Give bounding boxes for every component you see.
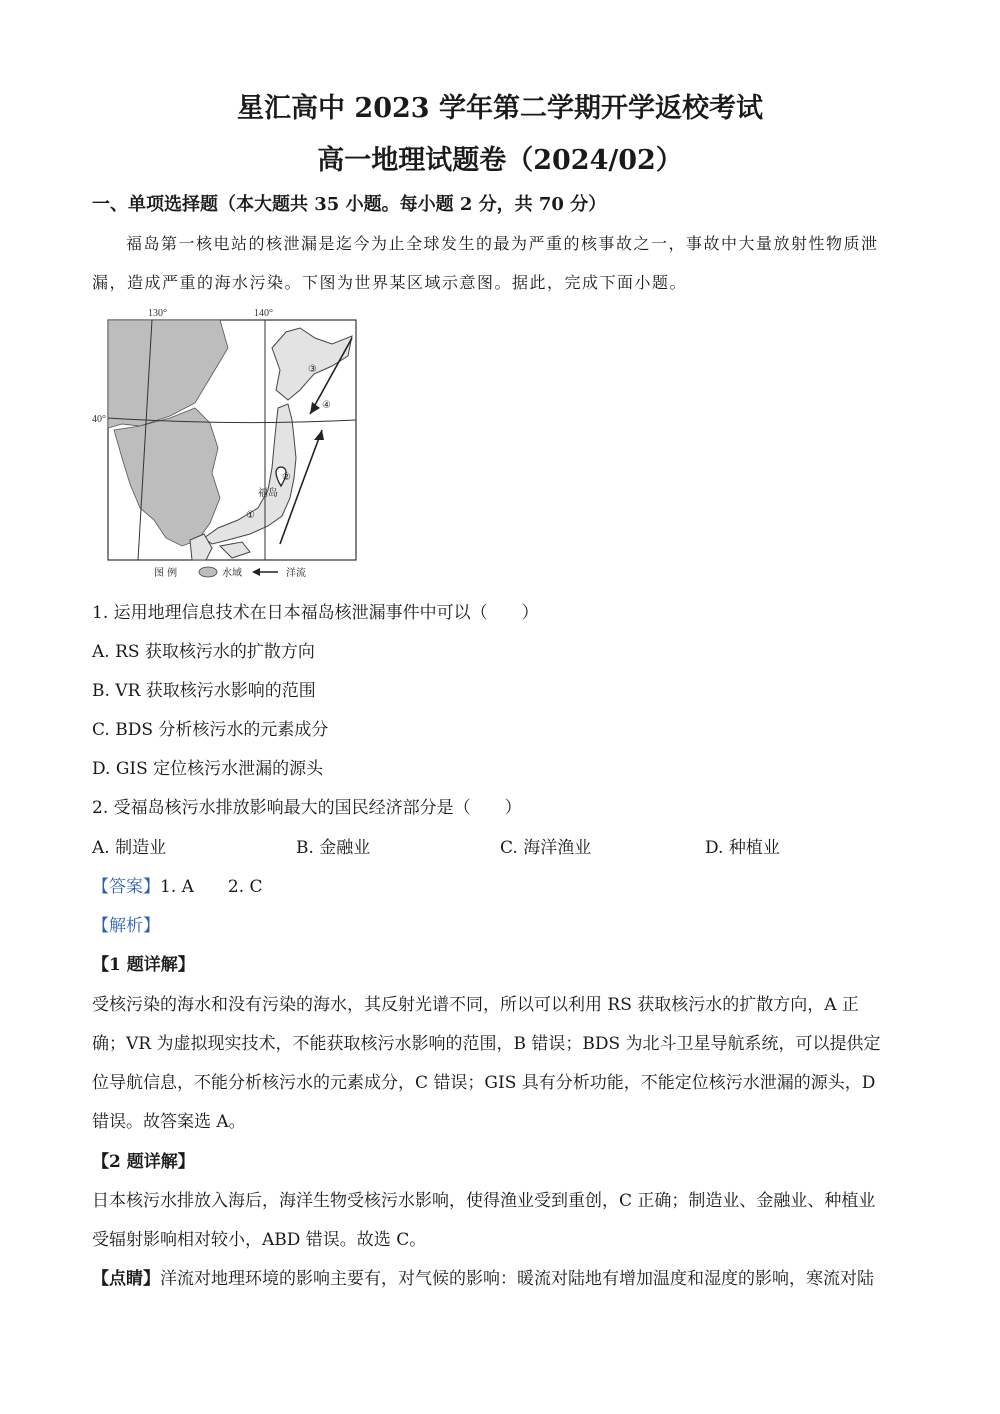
q2-option-c: C. 海洋渔业 [500,838,592,858]
q2-stem: 2. 受福岛核污水排放影响最大的国民经济部分是（ ） [92,798,522,818]
detail-2-tag: 【2 题详解】 [92,1152,195,1172]
legend-water-swatch [199,567,217,577]
tip-line-1: 洋流对地理环境的影响主要有，对气候的影响：暖流对陆地有增加温度和湿度的影响，寒流对陆 [160,1269,874,1289]
analysis-tag: 【解析】 [92,916,160,936]
answer-1: 1. A [160,877,194,897]
detail-2-line-1: 日本核污水排放入海后，海洋生物受核污水影响，使得渔业受到重创，C 正确；制造业、金融业、种植业 [92,1191,876,1211]
exam-title: 星汇高中 2023 学年第二学期开学返校考试 [237,93,763,124]
marker-4: ④ [322,400,331,411]
intro-line-1: 福岛第一核电站的核泄漏是迄今为止全球发生的最为严重的核事故之一，事故中大量放射性物质泄 [126,234,879,253]
q1-option-a: A. RS 获取核污水的扩散方向 [92,642,315,662]
marker-1: ① [246,510,255,521]
paper-subtitle: 高一地理试题卷（2024/02） [317,145,683,176]
marker-2: ② [282,472,291,483]
label-140: 140° [254,308,273,319]
tip-row [92,1264,874,1289]
detail-1-line-4: 错误。故答案选 A。 [92,1112,246,1132]
legend-current: 洋流 [286,568,306,579]
label-fukushima: 福岛 [258,488,278,499]
detail-1-line-2: 确；VR 为虚拟现实技术，不能获取核污水影响的范围，B 错误；BDS 为北斗卫星导航系统，可以提供定 [92,1034,881,1054]
japan-map [92,308,380,586]
section-heading: 一、单项选择题（本大题共 35 小题。每小题 2 分，共 70 分） [92,194,607,215]
answer-tag: 【答案】 [92,877,160,897]
q2-option-b: B. 金融业 [296,838,371,858]
japan-map-figure [92,308,380,586]
marker-3: ③ [308,364,317,375]
q1-option-c: C. BDS 分析核污水的元素成分 [92,720,329,740]
q2-option-a: A. 制造业 [92,838,167,858]
detail-1-line-3: 位导航信息，不能分析核污水的元素成分，C 错误；GIS 具有分析功能，不能定位核污水泄漏的源头，D [92,1073,876,1093]
label-130: 130° [148,308,167,319]
label-40: 40° [92,414,106,425]
legend-title: 图 例 [154,568,178,579]
legend-water: 水域 [222,568,242,579]
answer-2: 2. C [227,877,263,897]
q1-stem: 1. 运用地理信息技术在日本福岛核泄漏事件中可以（ ） [92,603,539,623]
q2-option-d: D. 种植业 [705,838,780,858]
q1-option-d: D. GIS 定位核污水泄漏的源头 [92,759,324,779]
q1-option-b: B. VR 获取核污水影响的范围 [92,681,316,701]
answer-row [92,872,263,897]
detail-2-line-2: 受辐射影响相对较小，ABD 错误。故选 C。 [92,1230,427,1250]
legend-arrow-icon [252,568,260,576]
intro-line-2: 漏，造成严重的海水污染。下图为世界某区域示意图。据此，完成下面小题。 [92,273,688,292]
detail-1-line-1: 受核污染的海水和没有污染的海水，其反射光谱不同，所以可以利用 RS 获取核污水的扩散方向，A 正 [92,995,859,1015]
detail-1-tag: 【1 题详解】 [92,955,195,975]
tip-tag: 【点睛】 [92,1269,160,1289]
